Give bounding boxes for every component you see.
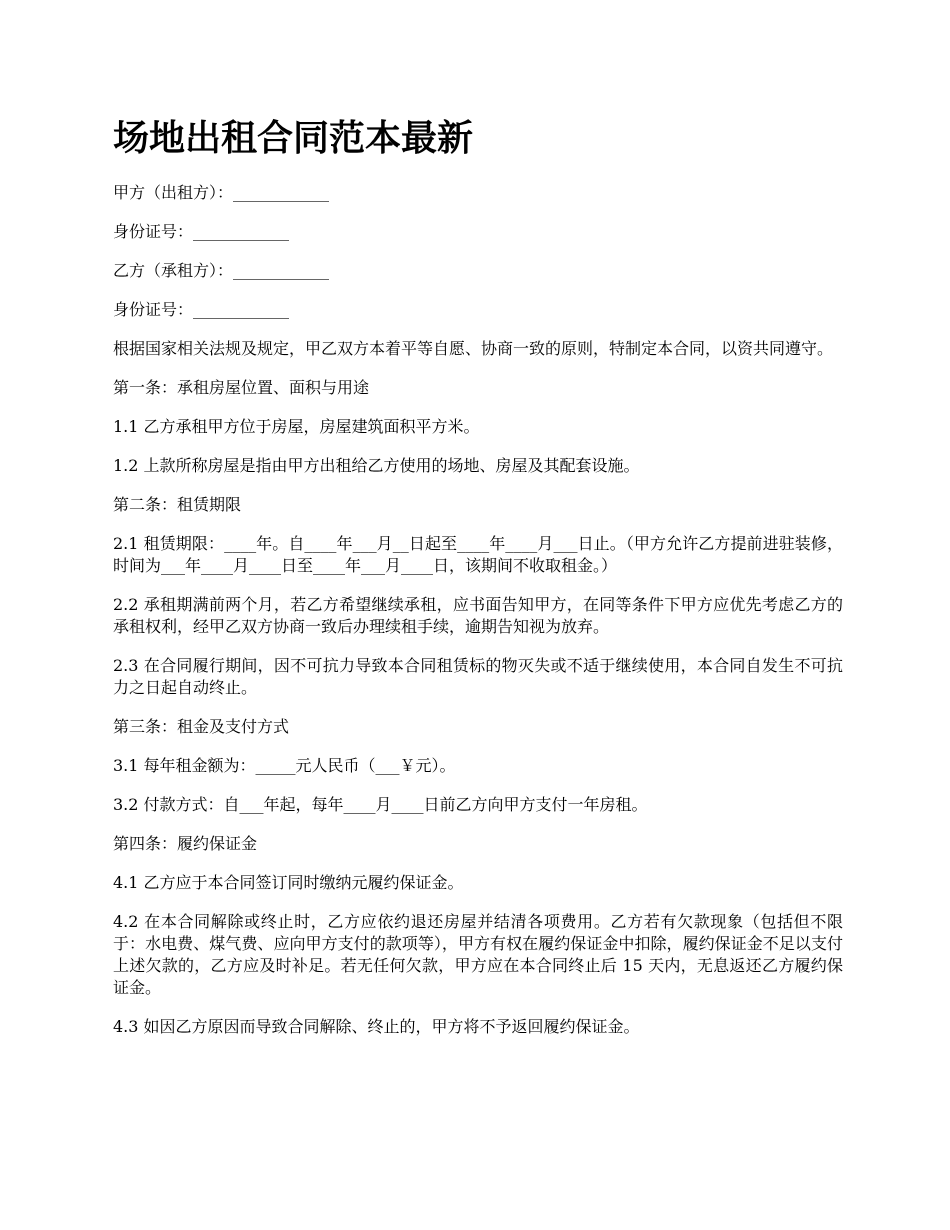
article-2-heading: 第二条：租赁期限 [113,495,242,514]
party-a-id-line: 身份证号：____________ [113,222,290,241]
clause-4-2: 4.2 在本合同解除或终止时，乙方应依约退还房屋并结清各项费用。乙方若有欠款现象（包括但不限于：水电费、煤气费、应向甲方支付的款项等），甲方有权在履约保证金中扣除，履约保证金不足以支付上述欠款的，乙方应及时补足。若无任何欠款，甲方应在本合同终止后 15 天内，无息返还乙方履约保证金。 [113,912,843,997]
clause-4-3: 4.3 如因乙方原因而导致合同解除、终止的，甲方将不予返回履约保证金。 [113,1017,640,1036]
party-a-line: 甲方（出租方）：____________ [113,183,330,202]
clause-4-1: 4.1 乙方应于本合同签订同时缴纳元履约保证金。 [113,873,464,892]
clause-3-1: 3.1 每年租金额为：_____元人民币（___￥元）。 [113,756,456,775]
clause-2-2: 2.2 承租期满前两个月，若乙方希望继续承租，应书面告知甲方，在同等条件下甲方应优先考虑乙方的承租权利，经甲乙双方协商一致后办理续租手续，逾期告知视为放弃。 [113,595,843,636]
clause-2-3: 2.3 在合同履行期间，因不可抗力导致本合同租赁标的物灭失或不适于继续使用，本合同自发生不可抗力之日起自动终止。 [113,656,843,697]
article-4-heading: 第四条：履约保证金 [113,834,258,853]
clause-2-1: 2.1 租赁期限：____年。自____年___月__日起至____年____月___日止。（甲方允许乙方提前进驻装修，时间为___年____月____日至____年___月____日，该期间不收取租金。） [113,534,843,575]
article-1-heading: 第一条：承租房屋位置、面积与用途 [113,378,370,397]
document-page [113,112,843,1055]
clause-1-2: 1.2 上款所称房屋是指由甲方出租给乙方使用的场地、房屋及其配套设施。 [113,456,640,475]
article-3-heading: 第三条：租金及支付方式 [113,717,290,736]
clause-1-1: 1.1 乙方承租甲方位于房屋，房屋建筑面积平方米。 [113,417,480,436]
party-b-line: 乙方（承租方）：____________ [113,261,330,280]
party-b-id-line: 身份证号：____________ [113,300,290,319]
document-title: 场地出租合同范本最新 [113,117,474,159]
preamble-paragraph: 根据国家相关法规及规定，甲乙双方本着平等自愿、协商一致的原则，特制定本合同，以资共同遵守。 [113,339,834,358]
clause-3-2: 3.2 付款方式：自___年起，每年____月____日前乙方向甲方支付一年房租。 [113,795,648,814]
